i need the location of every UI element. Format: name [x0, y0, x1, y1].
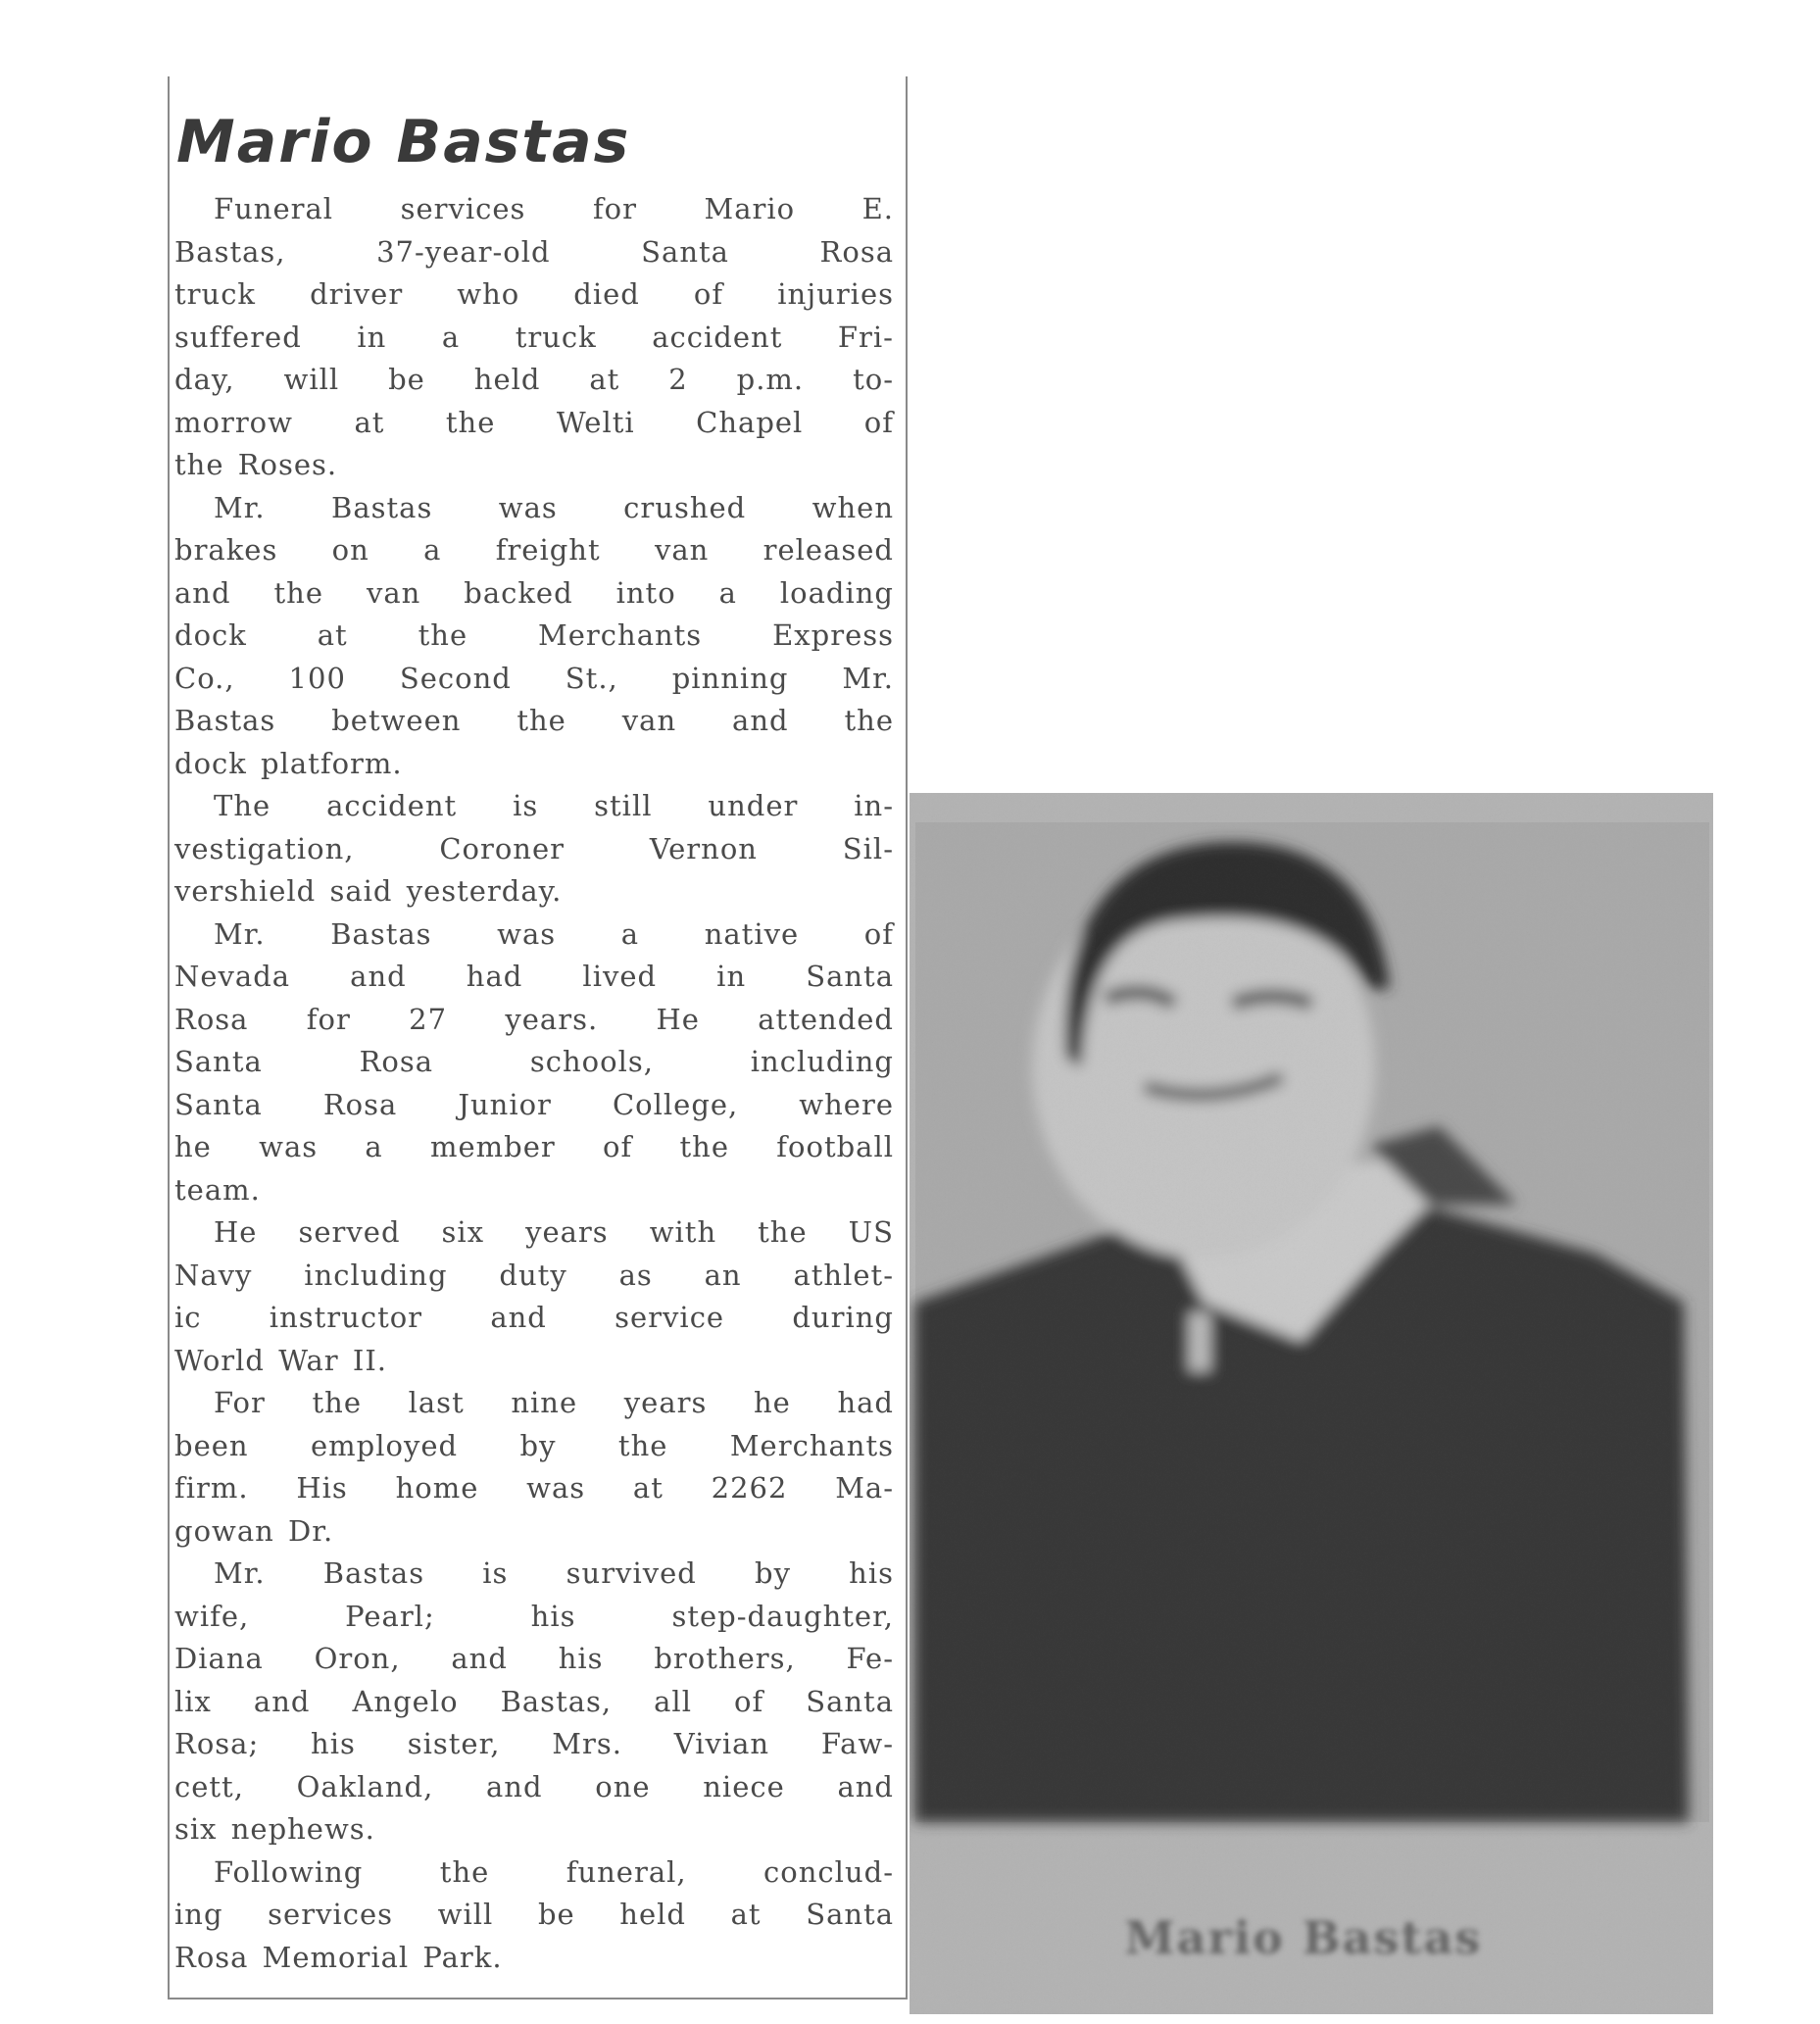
article-line: brakes on a freight van released: [174, 533, 894, 567]
article-line: Funeral services for Mario E.: [214, 192, 894, 225]
article-line: the Roses.: [174, 448, 338, 481]
article-line: Rosa Memorial Park.: [174, 1940, 503, 1974]
article-line: Rosa for 27 years. He attended: [174, 1002, 894, 1036]
article-line: World War II.: [174, 1343, 388, 1377]
portrait-photo: [910, 793, 1713, 2014]
article-line: Rosa; his sister, Mrs. Vivian Faw-: [174, 1727, 894, 1760]
article-line: wife, Pearl; his step-daughter,: [174, 1599, 894, 1633]
article-line: vestigation, Coroner Vernon Sil-: [174, 831, 894, 865]
article-line: Following the funeral, conclud-: [214, 1854, 894, 1889]
article-line: He served six years with the US: [214, 1215, 894, 1249]
column-rule-left: [168, 76, 170, 1999]
article-line: gowan Dr.: [174, 1513, 334, 1548]
article-line: been employed by the Merchants: [174, 1428, 894, 1462]
article-line: suffered in a truck accident Fri-: [174, 320, 894, 354]
article-line: firm. His home was at 2262 Ma-: [174, 1471, 894, 1505]
article-line: truck driver who died of injuries: [174, 277, 894, 311]
article-line: lix and Angelo Bastas, all of Santa: [174, 1684, 894, 1718]
article-line: ing services will be held at Santa: [174, 1898, 894, 1931]
article-line: team.: [174, 1172, 261, 1207]
article-line: day, will be held at 2 p.m. to-: [174, 363, 894, 396]
article-line: Navy including duty as an athlet-: [174, 1258, 894, 1292]
article-line: Bastas between the van and the: [174, 704, 894, 737]
article-line: Bastas, 37-year-old Santa Rosa: [174, 234, 894, 269]
article-line: dock at the Merchants Express: [174, 618, 894, 652]
article-line: Nevada and had lived in Santa: [174, 960, 894, 993]
article-line: Co., 100 Second St., pinning Mr.: [174, 661, 894, 695]
article-line: he was a member of the football: [174, 1130, 894, 1163]
article-line: six nephews.: [174, 1812, 375, 1846]
article-line: The accident is still under in-: [214, 789, 894, 822]
article-line: Diana Oron, and his brothers, Fe-: [174, 1642, 894, 1675]
article-line: dock platform.: [174, 746, 403, 780]
article-line: Mr. Bastas is survived by his: [214, 1556, 894, 1590]
article-line: cett, Oakland, and one niece and: [174, 1769, 894, 1803]
article-line: Santa Rosa schools, including: [174, 1045, 894, 1078]
article-line: For the last nine years he had: [214, 1386, 894, 1419]
article-line: Mr. Bastas was a native of: [214, 916, 894, 951]
column-rule-bottom: [168, 1998, 908, 1999]
photo-caption: Mario Bastas: [1124, 1911, 1483, 1964]
column-rule-right: [906, 76, 908, 1999]
headline: Mario Bastas: [176, 108, 631, 176]
article-line: Mr. Bastas was crushed when: [214, 490, 894, 524]
article-line: Santa Rosa Junior College, where: [174, 1087, 894, 1121]
article-line: vershield said yesterday.: [174, 874, 563, 908]
article-line: morrow at the Welti Chapel of: [174, 405, 894, 439]
article-line: ic instructor and service during: [174, 1301, 894, 1334]
article-line: and the van backed into a loading: [174, 575, 894, 610]
